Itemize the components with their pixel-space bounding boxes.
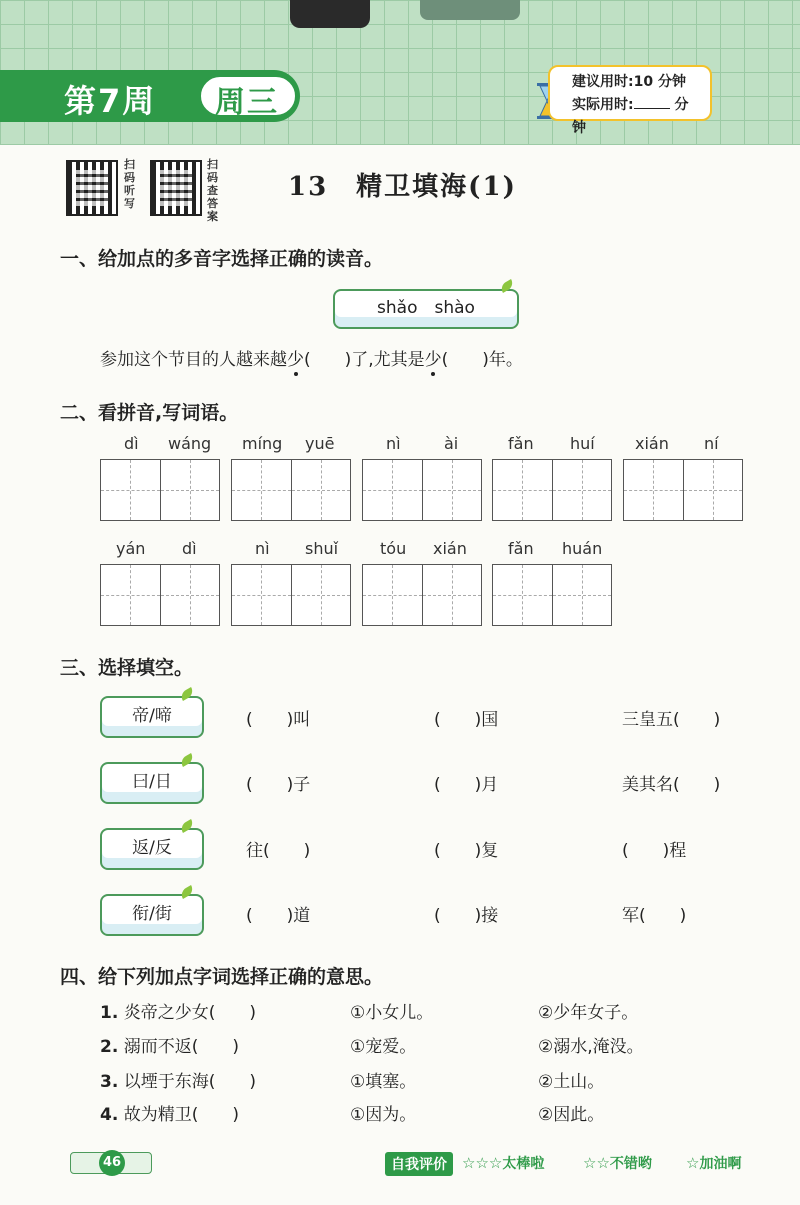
qr-code-answers[interactable] — [150, 160, 202, 216]
actual-time-label: 实际用时: — [572, 97, 634, 113]
meaning-question[interactable] — [100, 998, 256, 1023]
pinyin: dì — [182, 539, 197, 558]
pinyin: xián — [635, 434, 669, 453]
lesson-title: 13 精卫填海(1) — [288, 172, 517, 202]
char-pair-banner — [100, 696, 204, 738]
sentence-part-b[interactable]: ( )了,尤其是 — [304, 350, 425, 370]
question-text: 以堙于东海( ) — [123, 1072, 256, 1092]
question-number: 4. — [100, 1105, 119, 1125]
section-4-title: 四、给下列加点字词选择正确的意思。 — [60, 966, 384, 988]
day-label: 周三 — [215, 85, 279, 120]
pinyin-options-banner — [333, 289, 519, 329]
fill-blank[interactable]: ( )程 — [622, 841, 687, 861]
actual-time-blank[interactable] — [634, 95, 670, 109]
pinyin: ní — [704, 434, 719, 453]
suggested-time: 建议用时:10 分钟 — [572, 74, 686, 90]
pinyin: ài — [444, 434, 459, 453]
dotted-char-a: 少 — [287, 350, 304, 370]
write-grid[interactable] — [492, 459, 612, 521]
meaning-option: ①宠爱。 — [350, 1037, 417, 1057]
eval-option-tryharder[interactable] — [686, 1153, 741, 1173]
question-number: 2. — [100, 1037, 119, 1057]
write-grid[interactable] — [231, 564, 351, 626]
qr-code-dictation[interactable] — [66, 160, 118, 216]
section-2-title: 二、看拼音,写词语。 — [60, 402, 239, 424]
eval-option-good[interactable] — [583, 1153, 652, 1173]
pinyin: fǎn — [508, 434, 534, 453]
question-text: 溺而不返( ) — [123, 1037, 239, 1057]
pinyin: yán — [116, 539, 146, 558]
question-text: 故为精卫( ) — [123, 1105, 239, 1125]
pinyin: míng — [242, 434, 283, 453]
eval-text: 太棒啦 — [502, 1156, 545, 1172]
sentence-part-a: 参加这个节目的人越来越 — [100, 350, 287, 370]
pinyin: tóu — [380, 539, 407, 558]
meaning-option: ②溺水,淹没。 — [538, 1037, 644, 1057]
qr-label-dictation: 扫码听写 — [124, 158, 135, 210]
fill-blank[interactable]: 往( ) — [246, 841, 311, 861]
meaning-question[interactable] — [100, 1032, 239, 1057]
write-grid[interactable] — [100, 564, 220, 626]
fill-blank[interactable]: 三皇五( ) — [622, 710, 721, 730]
write-grid[interactable] — [492, 564, 612, 626]
char-pair: 帝/啼 — [132, 706, 172, 726]
fill-blank[interactable]: ( )月 — [434, 775, 499, 795]
question-number: 3. — [100, 1072, 119, 1092]
question-text: 炎帝之少女( ) — [123, 1003, 256, 1023]
write-grid[interactable] — [231, 459, 351, 521]
write-grid[interactable] — [362, 459, 482, 521]
section-3-title: 三、选择填空。 — [60, 657, 194, 679]
char-pair-banner — [100, 894, 204, 936]
write-grid[interactable] — [100, 459, 220, 521]
star-icon: ☆ — [686, 1154, 700, 1172]
fill-blank[interactable]: ( )道 — [246, 906, 311, 926]
pinyin: huán — [562, 539, 603, 558]
week-label: 第7周 — [64, 82, 157, 120]
eval-text: 不错哟 — [609, 1156, 652, 1172]
question-number: 1. — [100, 1003, 119, 1023]
meaning-question[interactable] — [100, 1100, 239, 1125]
actual-time — [572, 94, 702, 140]
star-icon: ☆☆ — [583, 1154, 610, 1172]
meaning-option: ②土山。 — [538, 1072, 605, 1092]
pinyin: xián — [433, 539, 467, 558]
meaning-option: ②少年女子。 — [538, 1003, 639, 1023]
pinyin: fǎn — [508, 539, 534, 558]
pinyin: nì — [255, 539, 270, 558]
fill-blank[interactable]: 军( ) — [622, 906, 687, 926]
page-number-badge — [70, 1152, 152, 1174]
page-number: 46 — [99, 1150, 125, 1176]
char-pair: 衔/街 — [132, 904, 172, 924]
section-1-title: 一、给加点的多音字选择正确的读音。 — [60, 248, 384, 270]
eval-option-great[interactable] — [462, 1153, 544, 1173]
eval-text: 加油啊 — [699, 1156, 742, 1172]
meaning-option: ①小女儿。 — [350, 1003, 434, 1023]
pinyin: huí — [570, 434, 595, 453]
sentence-polyphonic — [100, 345, 523, 370]
meaning-option: ①因为。 — [350, 1105, 417, 1125]
actual-time-unit: 分钟 — [572, 97, 689, 136]
decor-object — [290, 0, 370, 28]
fill-blank[interactable]: ( )叫 — [246, 710, 311, 730]
fill-blank[interactable]: 美其名( ) — [622, 775, 721, 795]
pinyin: shuǐ — [305, 539, 339, 558]
sentence-part-c[interactable]: ( )年。 — [441, 350, 523, 370]
fill-blank[interactable]: ( )国 — [434, 710, 499, 730]
fill-blank[interactable]: ( )复 — [434, 841, 499, 861]
star-icon: ☆☆☆ — [462, 1154, 503, 1172]
fill-blank[interactable]: ( )子 — [246, 775, 311, 795]
time-box — [548, 65, 712, 136]
qr-label-answers: 扫码查答案 — [207, 158, 218, 223]
fill-blank[interactable]: ( )接 — [434, 906, 499, 926]
meaning-question[interactable] — [100, 1067, 256, 1092]
pinyin: dì — [124, 434, 139, 453]
char-pair: 曰/日 — [132, 772, 172, 792]
char-pair-banner — [100, 828, 204, 870]
self-eval-label: 自我评价 — [385, 1152, 453, 1176]
write-grid[interactable] — [623, 459, 743, 521]
write-grid[interactable] — [362, 564, 482, 626]
meaning-option: ①填塞。 — [350, 1072, 417, 1092]
char-pair-banner — [100, 762, 204, 804]
pinyin: wáng — [168, 434, 212, 453]
pinyin: nì — [386, 434, 401, 453]
dotted-char-b: 少 — [424, 350, 442, 370]
decor-object — [420, 0, 520, 20]
meaning-option: ②因此。 — [538, 1105, 605, 1125]
pinyin: yuē — [305, 434, 335, 453]
char-pair: 返/反 — [132, 838, 172, 858]
pinyin-options: shǎo shào — [377, 298, 475, 318]
